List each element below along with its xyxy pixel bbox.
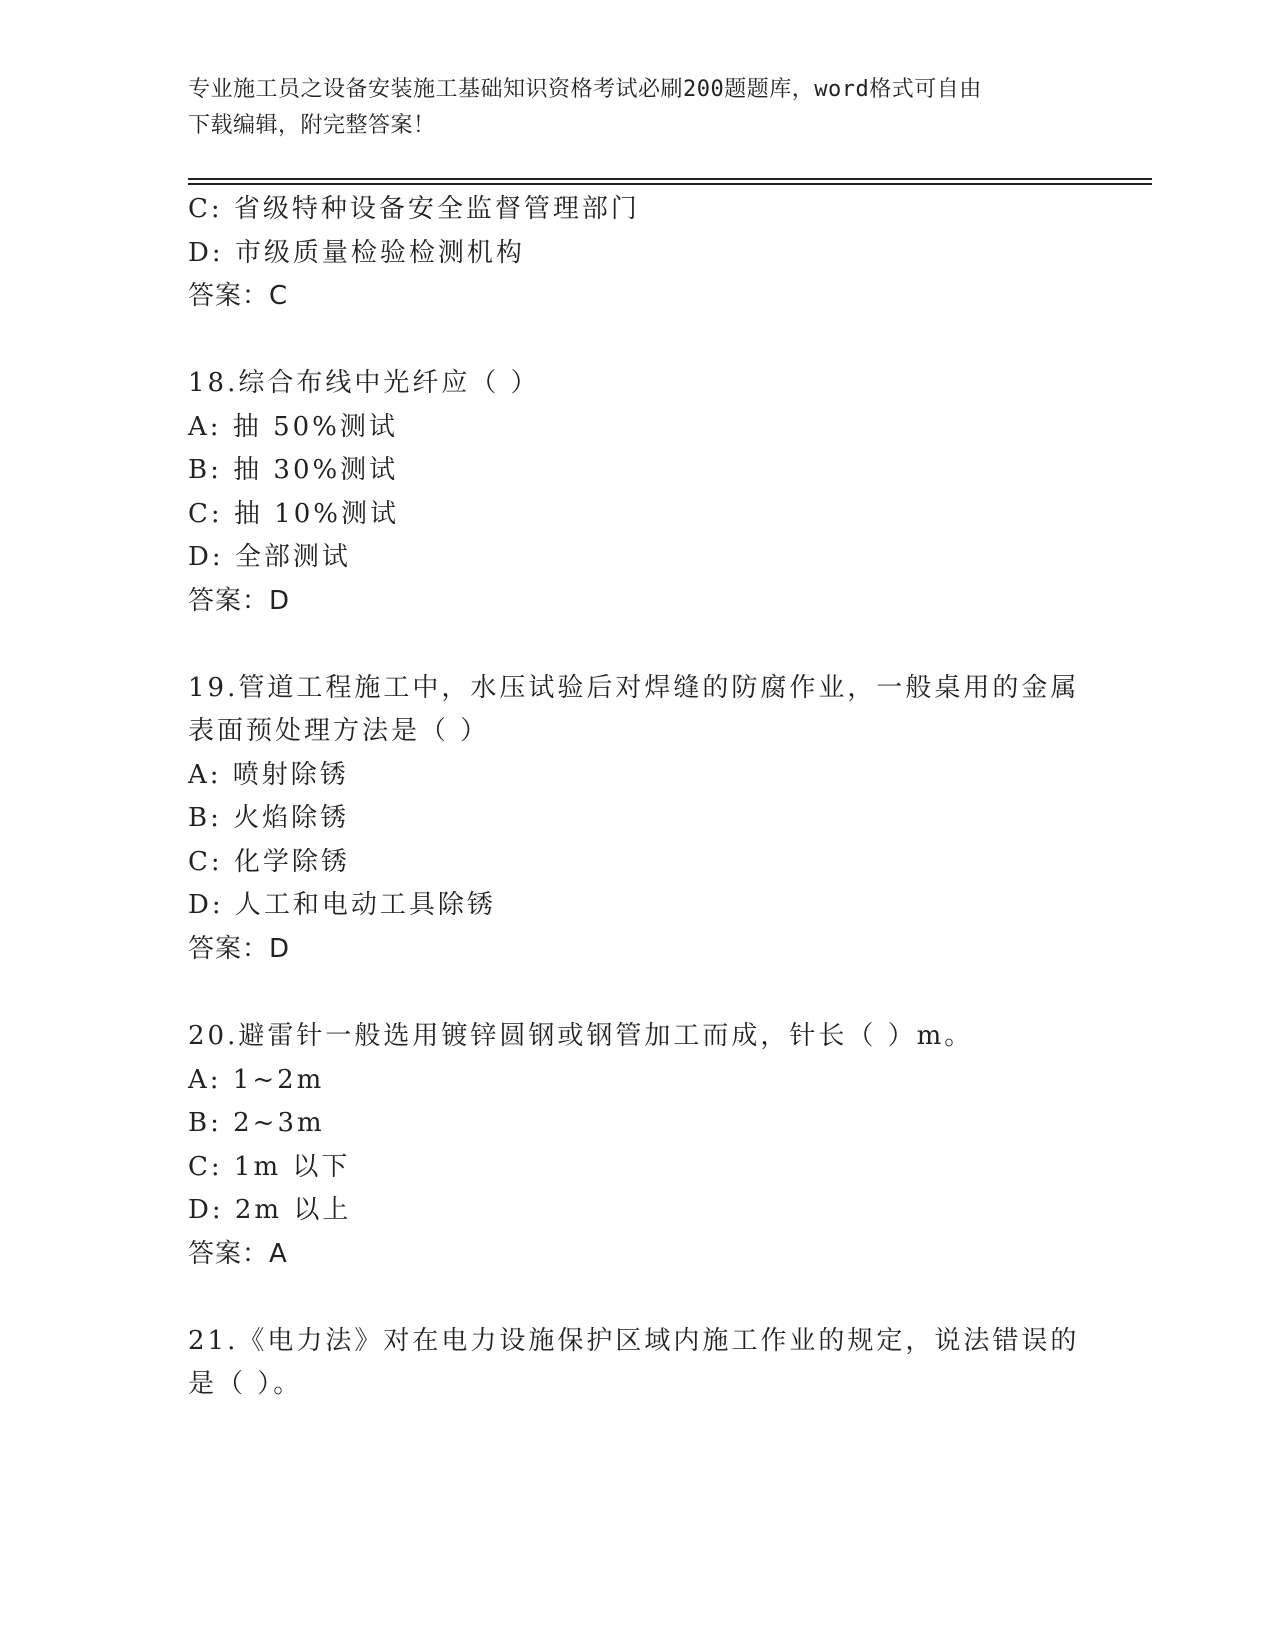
q20-answer: 答案：A <box>188 1239 288 1269</box>
q20-option-d: D: 2m 以上 <box>188 1195 352 1225</box>
q20-option-c: C: 1m 以下 <box>188 1152 351 1182</box>
q19-question-line-1: 19.管道工程施工中，水压试验后对焊缝的防腐作业，一般桌用的金属 <box>188 673 1080 703</box>
q18-question: 18.综合布线中光纤应（ ） <box>188 368 540 398</box>
q19-option-c: C: 化学除锈 <box>188 847 350 877</box>
q20-question: 20.避雷针一般选用镀锌圆钢或钢管加工而成，针长（ ）m。 <box>188 1021 974 1051</box>
q18-option-d: D: 全部测试 <box>188 542 351 572</box>
q18-option-c: C: 抽 10%测试 <box>188 499 399 529</box>
header-divider-top <box>188 178 1152 180</box>
header-divider-bottom <box>188 183 1152 185</box>
q17-option-c: C: 省级特种设备安全监督管理部门 <box>188 194 640 224</box>
q17-option-d: D: 市级质量检验检测机构 <box>188 238 525 268</box>
q19-option-d: D: 人工和电动工具除锈 <box>188 890 496 920</box>
q18-answer: 答案：D <box>188 586 291 616</box>
q21-question-line-2: 是（ ）。 <box>188 1369 303 1399</box>
header-title-line-2: 下载编辑，附完整答案！ <box>188 113 436 138</box>
q19-answer: 答案：D <box>188 934 291 964</box>
q20-option-a: A: 1~2m <box>188 1065 325 1095</box>
q18-option-a: A: 抽 50%测试 <box>188 412 398 442</box>
q21-question-line-1: 21.《电力法》对在电力设施保护区域内施工作业的规定，说法错误的 <box>188 1326 1080 1356</box>
q17-answer: 答案：C <box>188 281 289 311</box>
q20-option-b: B: 2~3m <box>188 1108 325 1138</box>
q19-option-b: B: 火焰除锈 <box>188 803 350 833</box>
q19-option-a: A: 喷射除锈 <box>188 760 349 790</box>
q18-option-b: B: 抽 30%测试 <box>188 455 399 485</box>
header-title-line-1: 专业施工员之设备安装施工基础知识资格考试必刷200题题库，word格式可自由 <box>188 77 982 102</box>
q19-question-line-2: 表面预处理方法是（ ） <box>188 716 490 746</box>
document-header <box>188 72 1088 144</box>
